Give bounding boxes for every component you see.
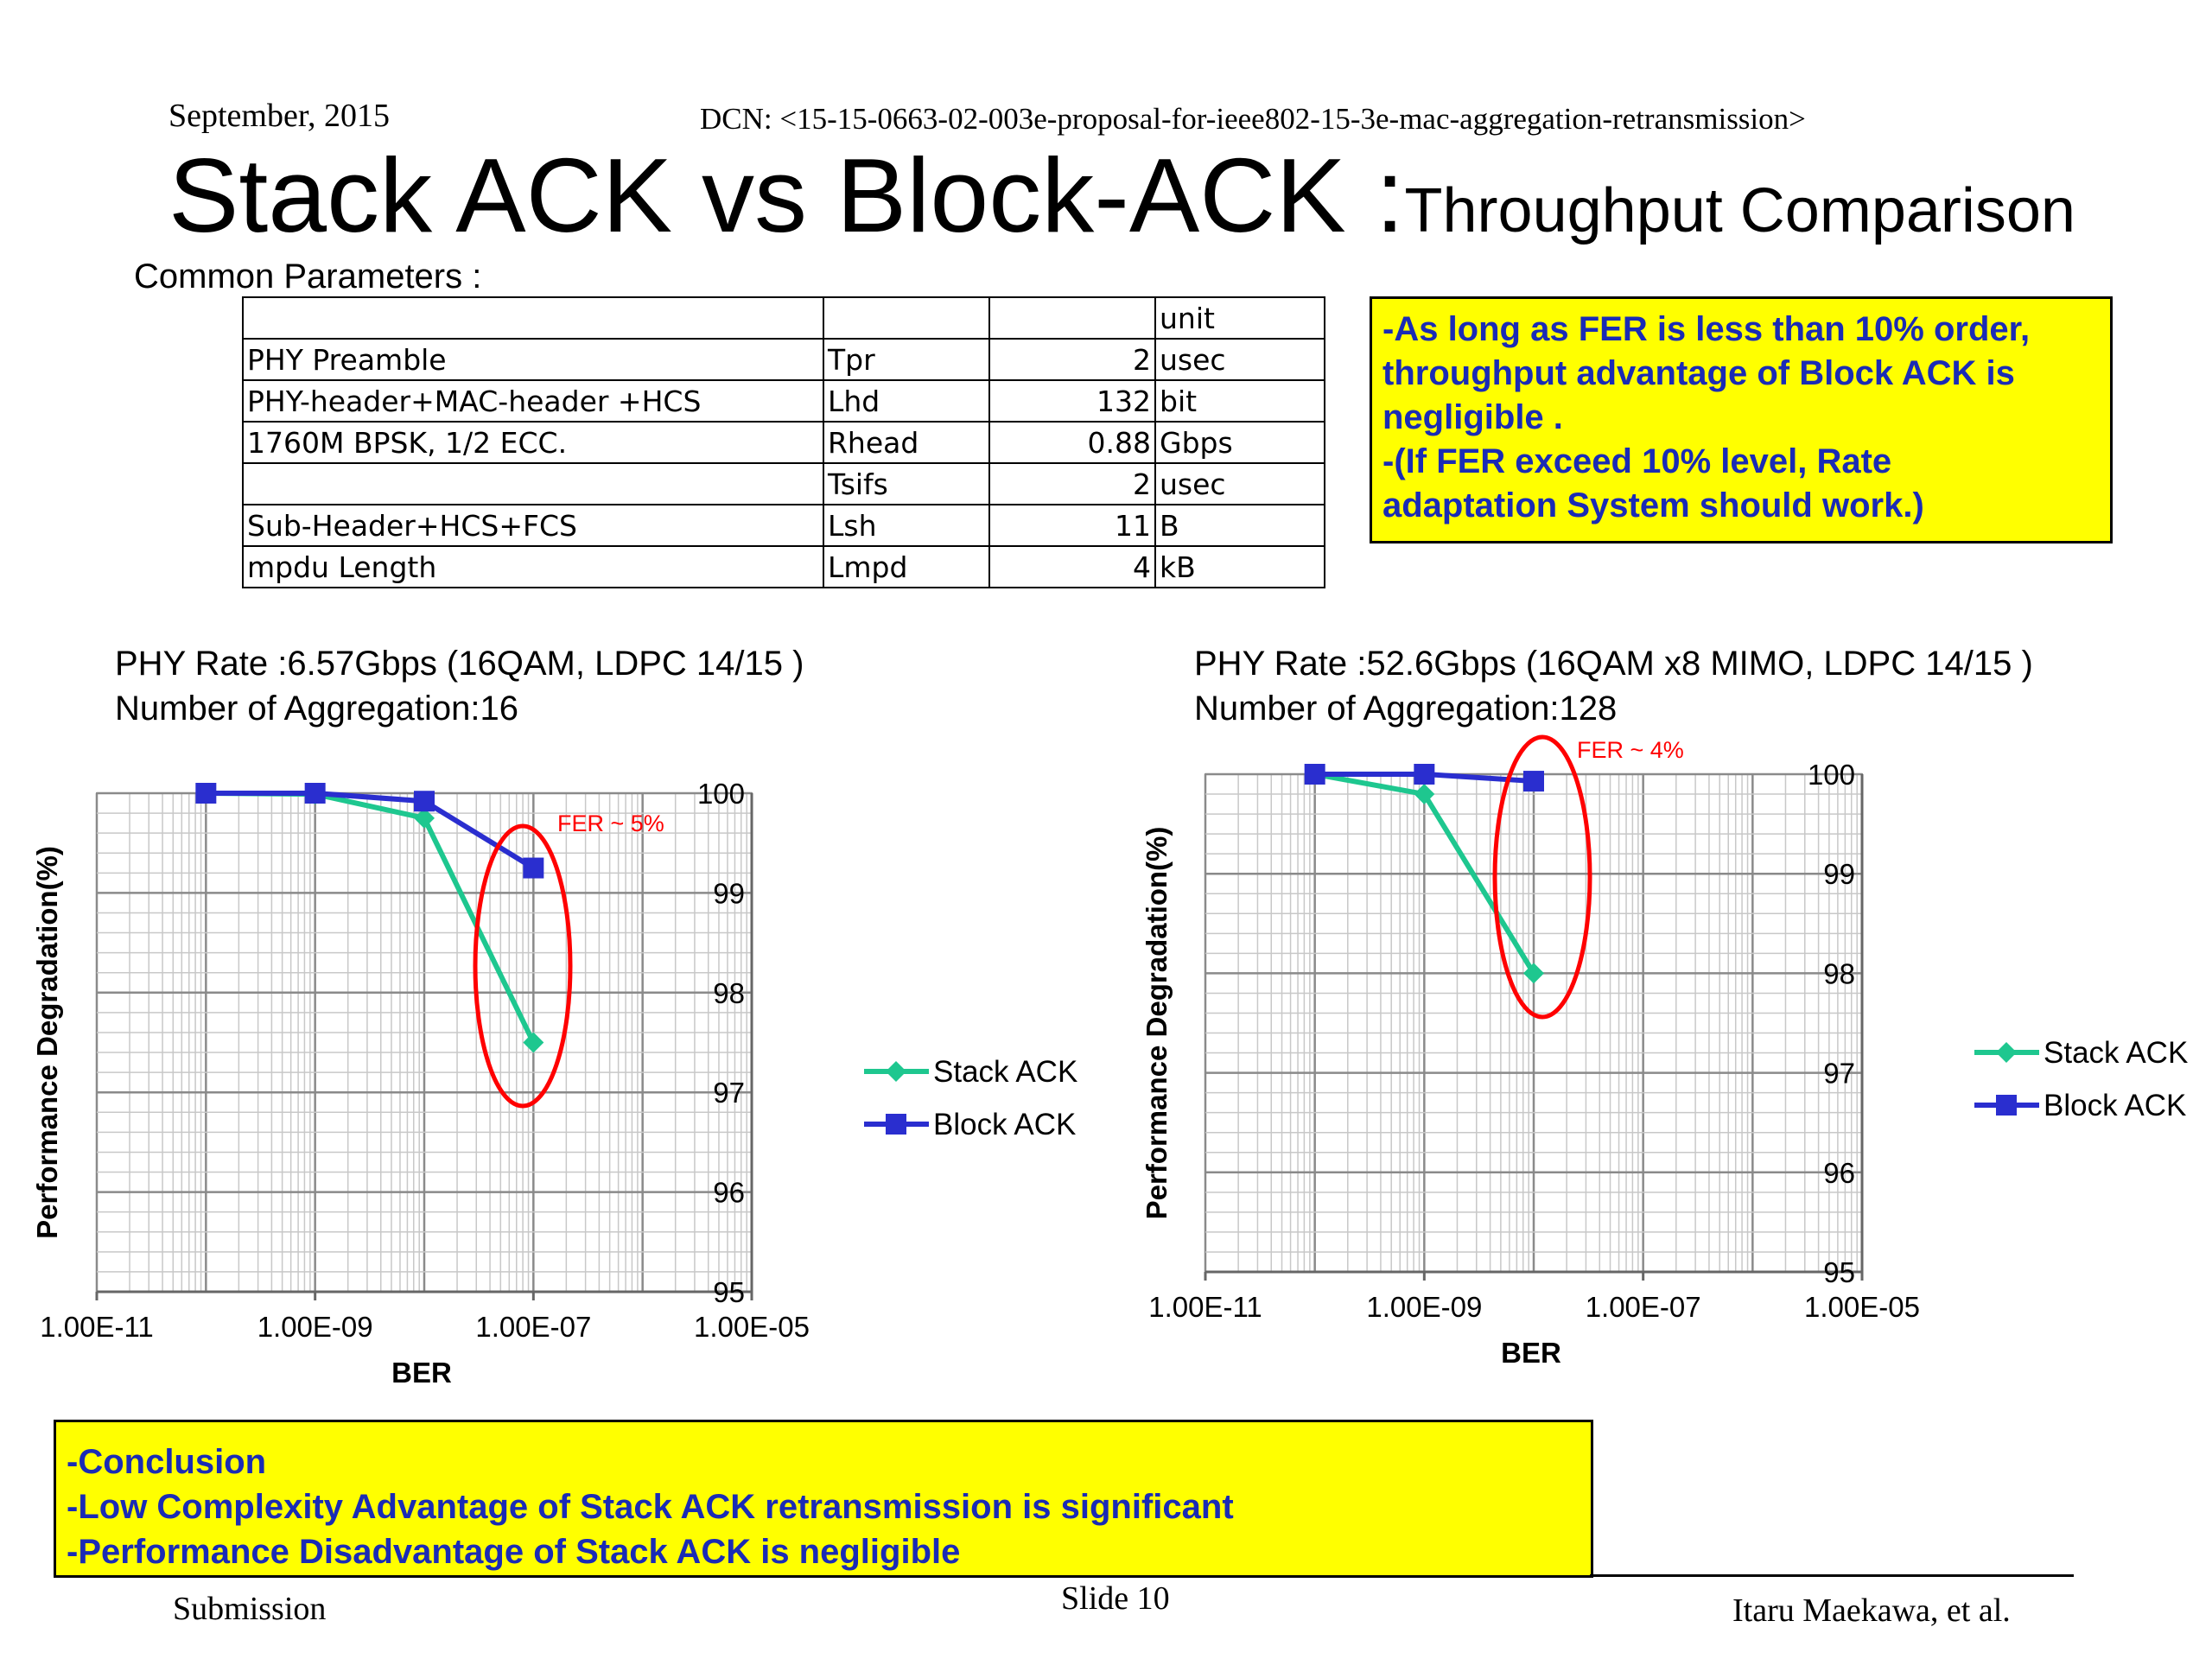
table-cell: 4 xyxy=(989,546,1155,588)
table-cell: bit xyxy=(1155,380,1325,422)
conclusion-box xyxy=(54,1420,1593,1578)
y-tick-label: 98 xyxy=(1823,957,1855,990)
legend-label: Stack ACK xyxy=(2044,1036,2189,1070)
data-point-block-ack xyxy=(1523,771,1544,791)
title-main: Stack ACK vs Block-ACK : xyxy=(168,137,1405,254)
x-tick-label: 1.00E-05 xyxy=(1804,1291,1920,1323)
conclusion-line: -Performance Disadvantage of Stack ACK is negligible xyxy=(67,1533,961,1571)
title-sub: Throughput Comparison xyxy=(1404,176,2075,245)
footer-slide-number: Slide 10 xyxy=(1061,1580,1170,1617)
chart-2 xyxy=(1141,737,2188,1369)
table-cell: Lmpd xyxy=(823,546,989,588)
table-cell: kB xyxy=(1155,546,1325,588)
table-cell: usec xyxy=(1155,463,1325,505)
data-point-block-ack xyxy=(1414,764,1434,785)
table-cell: 2 xyxy=(989,339,1155,380)
table-cell: Gbps xyxy=(1155,422,1325,463)
data-point-block-ack xyxy=(305,783,326,804)
data-point-block-ack xyxy=(195,783,216,804)
legend-label: Block ACK xyxy=(2044,1089,2187,1122)
table-cell: 0.88 xyxy=(989,422,1155,463)
y-axis-label: Performance Degradation(%) xyxy=(31,846,63,1239)
x-tick-label: 1.00E-07 xyxy=(1585,1291,1701,1323)
y-tick-label: 97 xyxy=(713,1077,745,1109)
legend-marker xyxy=(1996,1042,2017,1063)
chart-2-heading-line: Number of Aggregation:128 xyxy=(1194,690,1618,728)
y-tick-label: 99 xyxy=(1823,858,1855,891)
y-tick-label: 96 xyxy=(1823,1156,1855,1189)
chart-1-heading-line: Number of Aggregation:16 xyxy=(115,690,518,728)
table-cell: unit xyxy=(1155,297,1325,339)
x-tick-label: 1.00E-09 xyxy=(1366,1291,1483,1323)
table-cell: usec xyxy=(1155,339,1325,380)
table-cell: Sub-Header+HCS+FCS xyxy=(243,505,823,546)
y-axis-label: Performance Degradation(%) xyxy=(1141,826,1173,1220)
legend-label: Stack ACK xyxy=(933,1055,1078,1089)
y-tick-label: 96 xyxy=(713,1176,745,1209)
table-cell: Tpr xyxy=(823,339,989,380)
x-tick-label: 1.00E-09 xyxy=(257,1311,373,1343)
y-tick-label: 97 xyxy=(1823,1057,1855,1090)
slide-date: September, 2015 xyxy=(168,98,390,134)
y-tick-label: 100 xyxy=(1807,759,1855,791)
table-cell: Rhead xyxy=(823,422,989,463)
chart-1-heading-line: PHY Rate :6.57Gbps (16QAM, LDPC 14/15 ) xyxy=(115,645,804,683)
x-tick-label: 1.00E-07 xyxy=(475,1311,592,1343)
note-line: -(If FER exceed 10% level, Rate xyxy=(1382,442,1892,480)
x-axis-label: BER xyxy=(391,1357,452,1389)
x-tick-label: 1.00E-11 xyxy=(40,1311,154,1343)
table-cell: Tsifs xyxy=(823,463,989,505)
table-cell: B xyxy=(1155,505,1325,546)
fer-annotation: FER ~ 4% xyxy=(1577,737,1684,763)
y-tick-label: 95 xyxy=(713,1276,745,1308)
note-line: adaptation System should work.) xyxy=(1382,486,1924,524)
conclusion-line: -Low Complexity Advantage of Stack ACK retransmission is significant xyxy=(67,1488,1234,1526)
y-tick-label: 98 xyxy=(713,976,745,1009)
table-cell: mpdu Length xyxy=(243,546,823,588)
fer-annotation: FER ~ 5% xyxy=(557,810,664,836)
footer-submission: Submission xyxy=(173,1591,327,1627)
x-tick-label: 1.00E-05 xyxy=(694,1311,810,1343)
chart-2-heading-line: PHY Rate :52.6Gbps (16QAM x8 MIMO, LDPC 14/15 ) xyxy=(1194,645,2033,683)
conclusion-line: -Conclusion xyxy=(67,1443,267,1481)
data-point-block-ack xyxy=(523,858,543,879)
y-tick-label: 99 xyxy=(713,877,745,910)
table-cell: PHY-header+MAC-header +HCS xyxy=(243,380,823,422)
note-line: throughput advantage of Block ACK is xyxy=(1382,354,2015,392)
legend-marker xyxy=(886,1114,906,1135)
table-cell: 1760M BPSK, 1/2 ECC. xyxy=(243,422,823,463)
table-cell: 2 xyxy=(989,463,1155,505)
legend-marker xyxy=(886,1061,906,1082)
x-axis-label: BER xyxy=(1501,1337,1561,1369)
table-cell: 132 xyxy=(989,380,1155,422)
legend-label: Block ACK xyxy=(933,1108,1077,1141)
table-cell: 11 xyxy=(989,505,1155,546)
footer-author: Itaru Maekawa, et al. xyxy=(1732,1592,2011,1629)
table-cell: PHY Preamble xyxy=(243,339,823,380)
table-cell: Lsh xyxy=(823,505,989,546)
chart-1 xyxy=(31,778,1077,1389)
document-control-number: DCN: <15-15-0663-02-003e-proposal-for-ieee802-15-3e-mac-aggregation-retransmission> xyxy=(700,102,1806,136)
footer-rule xyxy=(1590,1574,2074,1577)
x-tick-label: 1.00E-11 xyxy=(1148,1291,1262,1323)
data-point-block-ack xyxy=(1305,764,1325,785)
legend-marker xyxy=(1996,1095,2017,1116)
y-tick-label: 100 xyxy=(696,778,745,810)
note-line: negligible . xyxy=(1382,398,1563,436)
note-line: -As long as FER is less than 10% order, xyxy=(1382,310,2031,348)
table-cell: Lhd xyxy=(823,380,989,422)
data-point-block-ack xyxy=(414,791,435,811)
params-caption: Common Parameters : xyxy=(134,257,482,296)
y-tick-label: 95 xyxy=(1823,1256,1855,1288)
